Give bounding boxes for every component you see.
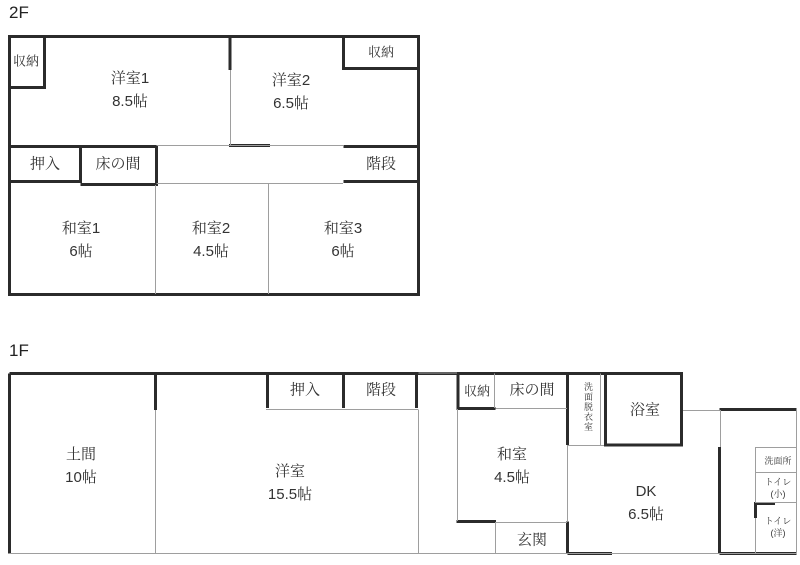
- room-label-1f-yoshitsu: [268, 460, 312, 506]
- room-name: 和室2: [191, 220, 231, 237]
- floor-title-2f: 2F: [9, 3, 29, 22]
- room-sub: (洋): [770, 528, 786, 538]
- room-name: トイレ: [764, 477, 792, 487]
- room-label-2f-tokonoma: [95, 153, 140, 176]
- room-name: 洗面所: [764, 456, 792, 466]
- room-label-1f-toilet-western: [765, 515, 792, 539]
- room-name: 階段: [365, 155, 397, 173]
- room-name: 洋室1: [110, 70, 150, 87]
- room-label-1f-washitsu: [494, 443, 530, 489]
- room-name: 押入: [289, 381, 321, 399]
- room-label-1f-toilet-small: [765, 476, 792, 500]
- room-size: 6帖: [331, 243, 355, 260]
- room-size: 8.5帖: [112, 93, 148, 110]
- room-label-2f-closet-right: [368, 45, 394, 60]
- room-name: 収納: [12, 53, 40, 69]
- room-sub: (小): [770, 489, 786, 499]
- room-name: 収納: [463, 383, 491, 399]
- room-name: 押入: [29, 155, 61, 173]
- room-size: 6帖: [69, 243, 93, 260]
- room-label-1f-genkan: [517, 529, 547, 552]
- walls-thin: [10, 70, 797, 554]
- room-label-1f-senmenjo: [764, 455, 791, 467]
- room-label-2f-yoshitsu2: [272, 69, 310, 115]
- room-size: 4.5帖: [494, 469, 530, 486]
- room-name: 洋室: [274, 463, 306, 480]
- room-name: 洗面脱衣室: [583, 382, 593, 432]
- room-label-2f-yoshitsu1: [111, 67, 149, 113]
- room-name: 和室3: [323, 220, 363, 237]
- room-name: 床の間: [509, 381, 555, 399]
- room-name: 土間: [65, 446, 96, 463]
- room-name: 和室: [496, 446, 528, 463]
- room-label-2f-closet-left: [13, 54, 39, 69]
- room-name: 浴室: [629, 401, 661, 419]
- room-size: 6.5帖: [628, 506, 664, 523]
- room-name: 床の間: [95, 155, 141, 173]
- room-size: 10帖: [65, 469, 97, 486]
- room-label-1f-dk: [628, 480, 664, 526]
- room-label-2f-oshiire: [30, 153, 60, 176]
- room-label-2f-washitsu2: [192, 217, 230, 263]
- room-name: 階段: [365, 381, 397, 399]
- walls-thick: [10, 37, 797, 554]
- room-name: DK: [635, 483, 657, 500]
- room-name: トイレ: [764, 516, 792, 526]
- room-label-2f-kaidan: [366, 153, 396, 176]
- room-label-1f-kaidan: [366, 379, 396, 402]
- room-label-2f-washitsu1: [62, 217, 100, 263]
- room-name: 玄関: [516, 531, 548, 549]
- room-name: 和室1: [61, 220, 101, 237]
- room-size: 4.5帖: [193, 243, 229, 260]
- room-name: 収納: [367, 44, 395, 60]
- room-label-1f-shuno: [464, 384, 490, 399]
- room-size: 15.5帖: [267, 486, 313, 503]
- room-label-1f-doma: [65, 443, 97, 489]
- room-size: 6.5帖: [273, 95, 309, 112]
- room-label-1f-oshiire: [290, 379, 320, 402]
- room-name: 洋室2: [271, 72, 311, 89]
- room-label-1f-yokushitsu: [630, 399, 660, 422]
- room-label-1f-senmen-datsui: [583, 382, 593, 432]
- room-label-2f-washitsu3: [324, 217, 362, 263]
- floor-title-1f: 1F: [9, 341, 29, 360]
- room-label-1f-tokonoma: [509, 379, 554, 402]
